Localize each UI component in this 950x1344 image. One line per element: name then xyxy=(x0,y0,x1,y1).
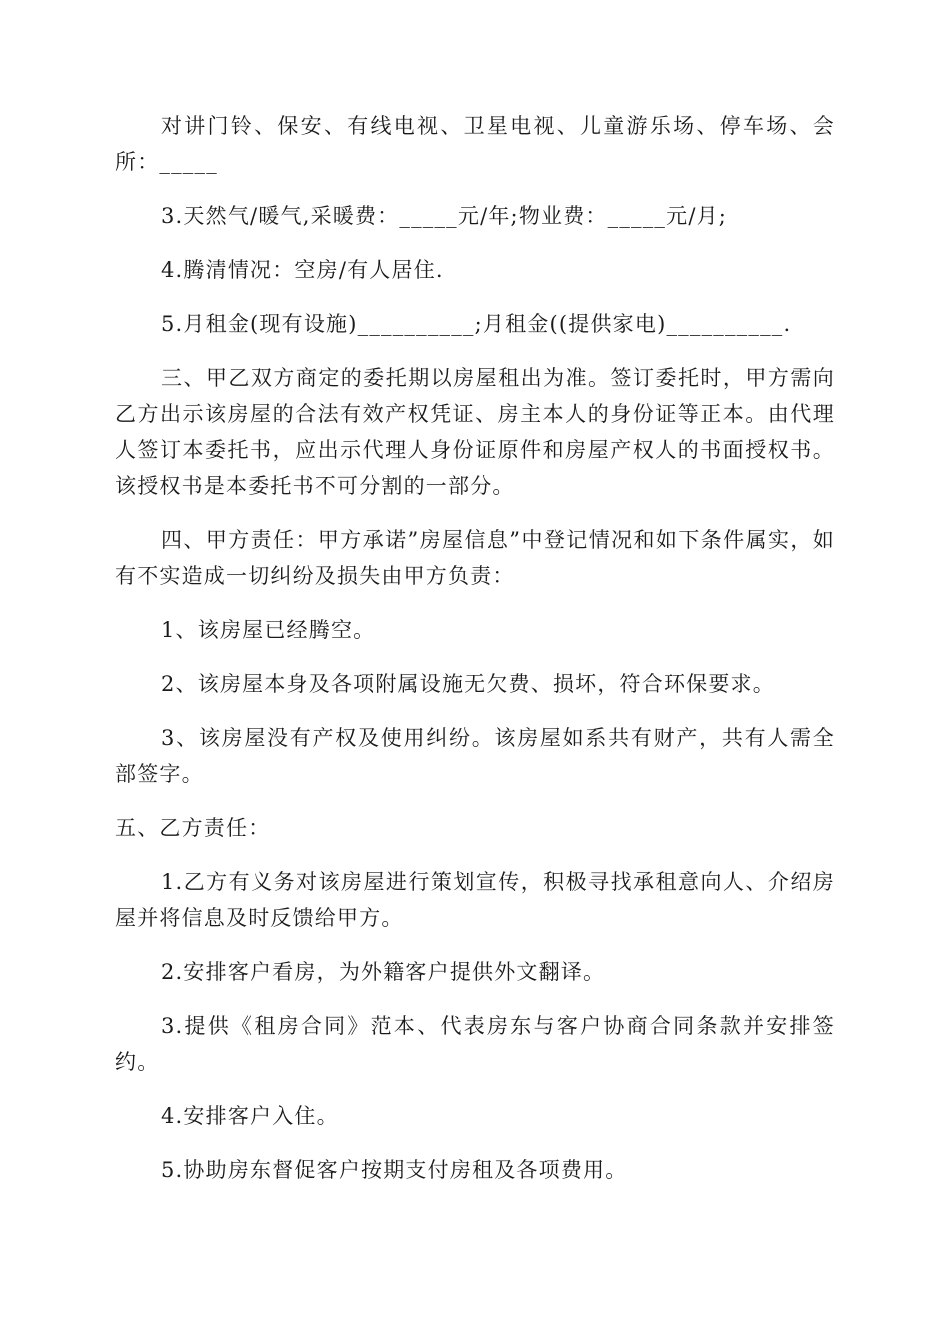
paragraph-facilities: 对讲门铃、保安、有线电视、卫星电视、儿童游乐场、停车场、会所：_____ xyxy=(115,114,835,174)
paragraph-five-item-5: 5.协助房东督促客户按期支付房租及各项费用。 xyxy=(161,1158,628,1182)
document-body xyxy=(115,108,835,1206)
paragraph-four-item-3: 3、该房屋没有产权及使用纠纷。该房屋如系共有财产，共有人需全部签字。 xyxy=(115,726,835,786)
paragraph-monthly-rent: 5.月租金(现有设施)__________;月租金((提供家电)__________. xyxy=(161,312,792,336)
heading-section-five: 五、乙方责任： xyxy=(115,816,271,840)
paragraph-four-item-1: 1、该房屋已经腾空。 xyxy=(161,618,376,642)
paragraph-gas-heating-fee: 3.天然气/暖气,采暖费：_____元/年;物业费：_____元/月; xyxy=(161,204,728,228)
paragraph-section-three: 三、甲乙双方商定的委托期以房屋租出为准。签订委托时，甲方需向乙方出示该房屋的合法有效产权凭证、房主本人的身份证等正本。由代理人签订本委托书，应出示代理人身份证原件和房屋产权人的书面授权书。该授权书是本委托书不可分割的一部分。 xyxy=(115,366,835,498)
paragraph-five-item-4: 4.安排客户入住。 xyxy=(161,1104,339,1128)
paragraph-five-item-2: 2.安排客户看房，为外籍客户提供外文翻译。 xyxy=(161,960,606,984)
paragraph-vacancy-status: 4.腾清情况：空房/有人居住. xyxy=(161,258,444,282)
paragraph-four-item-2: 2、该房屋本身及各项附属设施无欠费、损坏，符合环保要求。 xyxy=(161,672,775,696)
paragraph-five-item-3: 3.提供《租房合同》范本、代表房东与客户协商合同条款并安排签约。 xyxy=(115,1014,835,1074)
paragraph-section-four: 四、甲方责任：甲方承诺”房屋信息”中登记情况和如下条件属实，如有不实造成一切纠纷及损失由甲方负责： xyxy=(115,528,835,588)
paragraph-five-item-1: 1.乙方有义务对该房屋进行策划宣传，积极寻找承租意向人、介绍房屋并将信息及时反馈给甲方。 xyxy=(115,870,835,930)
